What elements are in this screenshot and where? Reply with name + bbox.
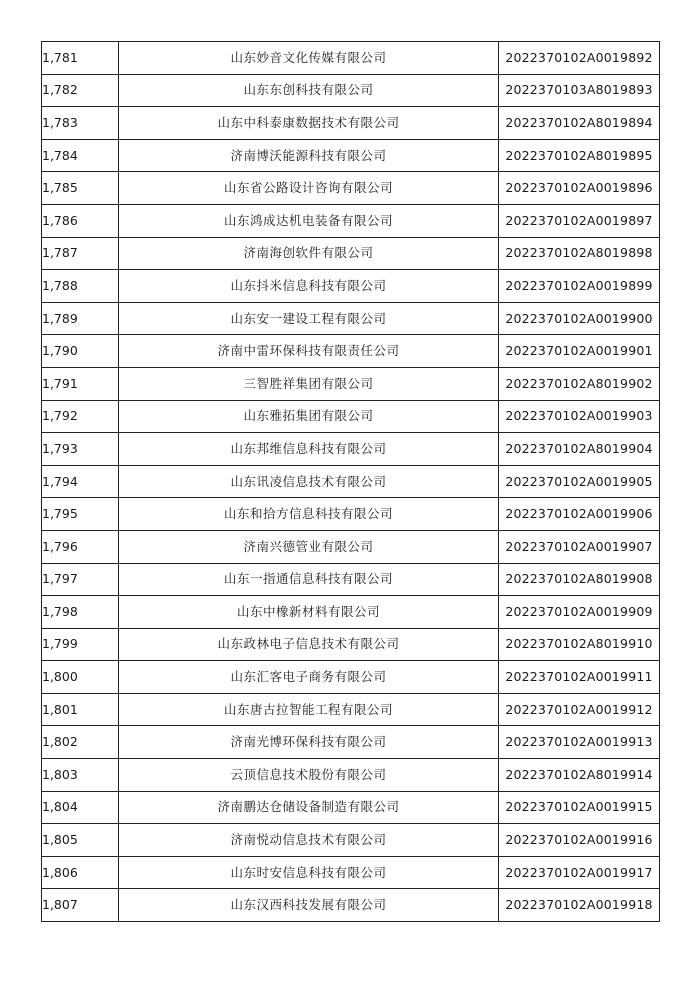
company-name: 山东省公路设计咨询有限公司 xyxy=(119,172,499,205)
row-number: 1,789 xyxy=(42,302,119,335)
registration-code: 2022370102A0019911 xyxy=(499,661,660,694)
company-name: 山东安一建设工程有限公司 xyxy=(119,302,499,335)
registration-code: 2022370102A8019902 xyxy=(499,367,660,400)
registration-code: 2022370102A0019918 xyxy=(499,889,660,922)
row-number: 1,790 xyxy=(42,335,119,368)
row-number: 1,796 xyxy=(42,530,119,563)
table-row xyxy=(42,465,660,498)
table-row xyxy=(42,335,660,368)
company-name: 山东中橡新材料有限公司 xyxy=(119,596,499,629)
table-row xyxy=(42,759,660,792)
row-number: 1,799 xyxy=(42,628,119,661)
company-name: 山东时安信息科技有限公司 xyxy=(119,856,499,889)
registration-code: 2022370102A0019905 xyxy=(499,465,660,498)
company-name: 山东讯凌信息技术有限公司 xyxy=(119,465,499,498)
company-name: 济南海创软件有限公司 xyxy=(119,237,499,270)
registration-code: 2022370102A8019910 xyxy=(499,628,660,661)
company-name: 山东唐古拉智能工程有限公司 xyxy=(119,693,499,726)
registration-code: 2022370102A0019906 xyxy=(499,498,660,531)
registration-code: 2022370102A8019895 xyxy=(499,139,660,172)
company-name: 山东鸿成达机电装备有限公司 xyxy=(119,204,499,237)
company-name: 山东和拾方信息科技有限公司 xyxy=(119,498,499,531)
company-name: 济南光博环保科技有限公司 xyxy=(119,726,499,759)
company-name: 山东政林电子信息技术有限公司 xyxy=(119,628,499,661)
registration-code: 2022370102A0019916 xyxy=(499,824,660,857)
table-row xyxy=(42,172,660,205)
row-number: 1,782 xyxy=(42,74,119,107)
table-body xyxy=(42,42,660,922)
table-row xyxy=(42,530,660,563)
table-row xyxy=(42,628,660,661)
table-row xyxy=(42,661,660,694)
registration-code: 2022370102A8019914 xyxy=(499,759,660,792)
table-row xyxy=(42,139,660,172)
company-name: 济南中雷环保科技有限责任公司 xyxy=(119,335,499,368)
registration-code: 2022370102A0019912 xyxy=(499,693,660,726)
company-name: 山东邦维信息科技有限公司 xyxy=(119,433,499,466)
row-number: 1,792 xyxy=(42,400,119,433)
row-number: 1,794 xyxy=(42,465,119,498)
table-row xyxy=(42,791,660,824)
row-number: 1,786 xyxy=(42,204,119,237)
table-row xyxy=(42,563,660,596)
row-number: 1,801 xyxy=(42,693,119,726)
registration-code: 2022370102A0019900 xyxy=(499,302,660,335)
company-name: 三智胜祥集团有限公司 xyxy=(119,367,499,400)
registration-code: 2022370102A0019901 xyxy=(499,335,660,368)
company-name: 山东中科泰康数据技术有限公司 xyxy=(119,107,499,140)
company-name: 济南鹏达仓储设备制造有限公司 xyxy=(119,791,499,824)
row-number: 1,800 xyxy=(42,661,119,694)
row-number: 1,787 xyxy=(42,237,119,270)
row-number: 1,781 xyxy=(42,42,119,75)
row-number: 1,784 xyxy=(42,139,119,172)
table-row xyxy=(42,302,660,335)
row-number: 1,791 xyxy=(42,367,119,400)
company-name: 山东汉西科技发展有限公司 xyxy=(119,889,499,922)
registration-code: 2022370102A8019908 xyxy=(499,563,660,596)
table-row xyxy=(42,596,660,629)
table-row xyxy=(42,726,660,759)
row-number: 1,805 xyxy=(42,824,119,857)
registration-code: 2022370102A0019907 xyxy=(499,530,660,563)
row-number: 1,795 xyxy=(42,498,119,531)
table-row xyxy=(42,693,660,726)
registration-code: 2022370103A8019893 xyxy=(499,74,660,107)
registration-code: 2022370102A0019896 xyxy=(499,172,660,205)
company-registry-table xyxy=(41,41,660,922)
registration-code: 2022370102A0019913 xyxy=(499,726,660,759)
company-name: 山东东创科技有限公司 xyxy=(119,74,499,107)
table-row xyxy=(42,42,660,75)
row-number: 1,798 xyxy=(42,596,119,629)
table-row xyxy=(42,107,660,140)
table-row xyxy=(42,433,660,466)
registration-code: 2022370102A0019892 xyxy=(499,42,660,75)
row-number: 1,806 xyxy=(42,856,119,889)
company-name: 山东汇客电子商务有限公司 xyxy=(119,661,499,694)
company-name: 山东雅拓集团有限公司 xyxy=(119,400,499,433)
company-name: 济南兴德管业有限公司 xyxy=(119,530,499,563)
table-row xyxy=(42,204,660,237)
registration-code: 2022370102A0019909 xyxy=(499,596,660,629)
table-row xyxy=(42,889,660,922)
row-number: 1,783 xyxy=(42,107,119,140)
company-name: 云顶信息技术股份有限公司 xyxy=(119,759,499,792)
table-row xyxy=(42,400,660,433)
registration-code: 2022370102A8019904 xyxy=(499,433,660,466)
row-number: 1,797 xyxy=(42,563,119,596)
table-row xyxy=(42,74,660,107)
row-number: 1,785 xyxy=(42,172,119,205)
table-row xyxy=(42,856,660,889)
table-row xyxy=(42,237,660,270)
registration-code: 2022370102A0019897 xyxy=(499,204,660,237)
registration-code: 2022370102A0019899 xyxy=(499,270,660,303)
row-number: 1,807 xyxy=(42,889,119,922)
registration-code: 2022370102A8019898 xyxy=(499,237,660,270)
company-name: 济南悦动信息技术有限公司 xyxy=(119,824,499,857)
registration-code: 2022370102A0019903 xyxy=(499,400,660,433)
row-number: 1,793 xyxy=(42,433,119,466)
company-name: 济南博沃能源科技有限公司 xyxy=(119,139,499,172)
row-number: 1,802 xyxy=(42,726,119,759)
company-name: 山东抖米信息科技有限公司 xyxy=(119,270,499,303)
table-row xyxy=(42,824,660,857)
row-number: 1,788 xyxy=(42,270,119,303)
table-row xyxy=(42,270,660,303)
row-number: 1,803 xyxy=(42,759,119,792)
company-name: 山东妙音文化传媒有限公司 xyxy=(119,42,499,75)
company-name: 山东一指通信息科技有限公司 xyxy=(119,563,499,596)
registration-code: 2022370102A8019894 xyxy=(499,107,660,140)
row-number: 1,804 xyxy=(42,791,119,824)
table-row xyxy=(42,498,660,531)
table-row xyxy=(42,367,660,400)
registration-code: 2022370102A0019917 xyxy=(499,856,660,889)
registration-code: 2022370102A0019915 xyxy=(499,791,660,824)
